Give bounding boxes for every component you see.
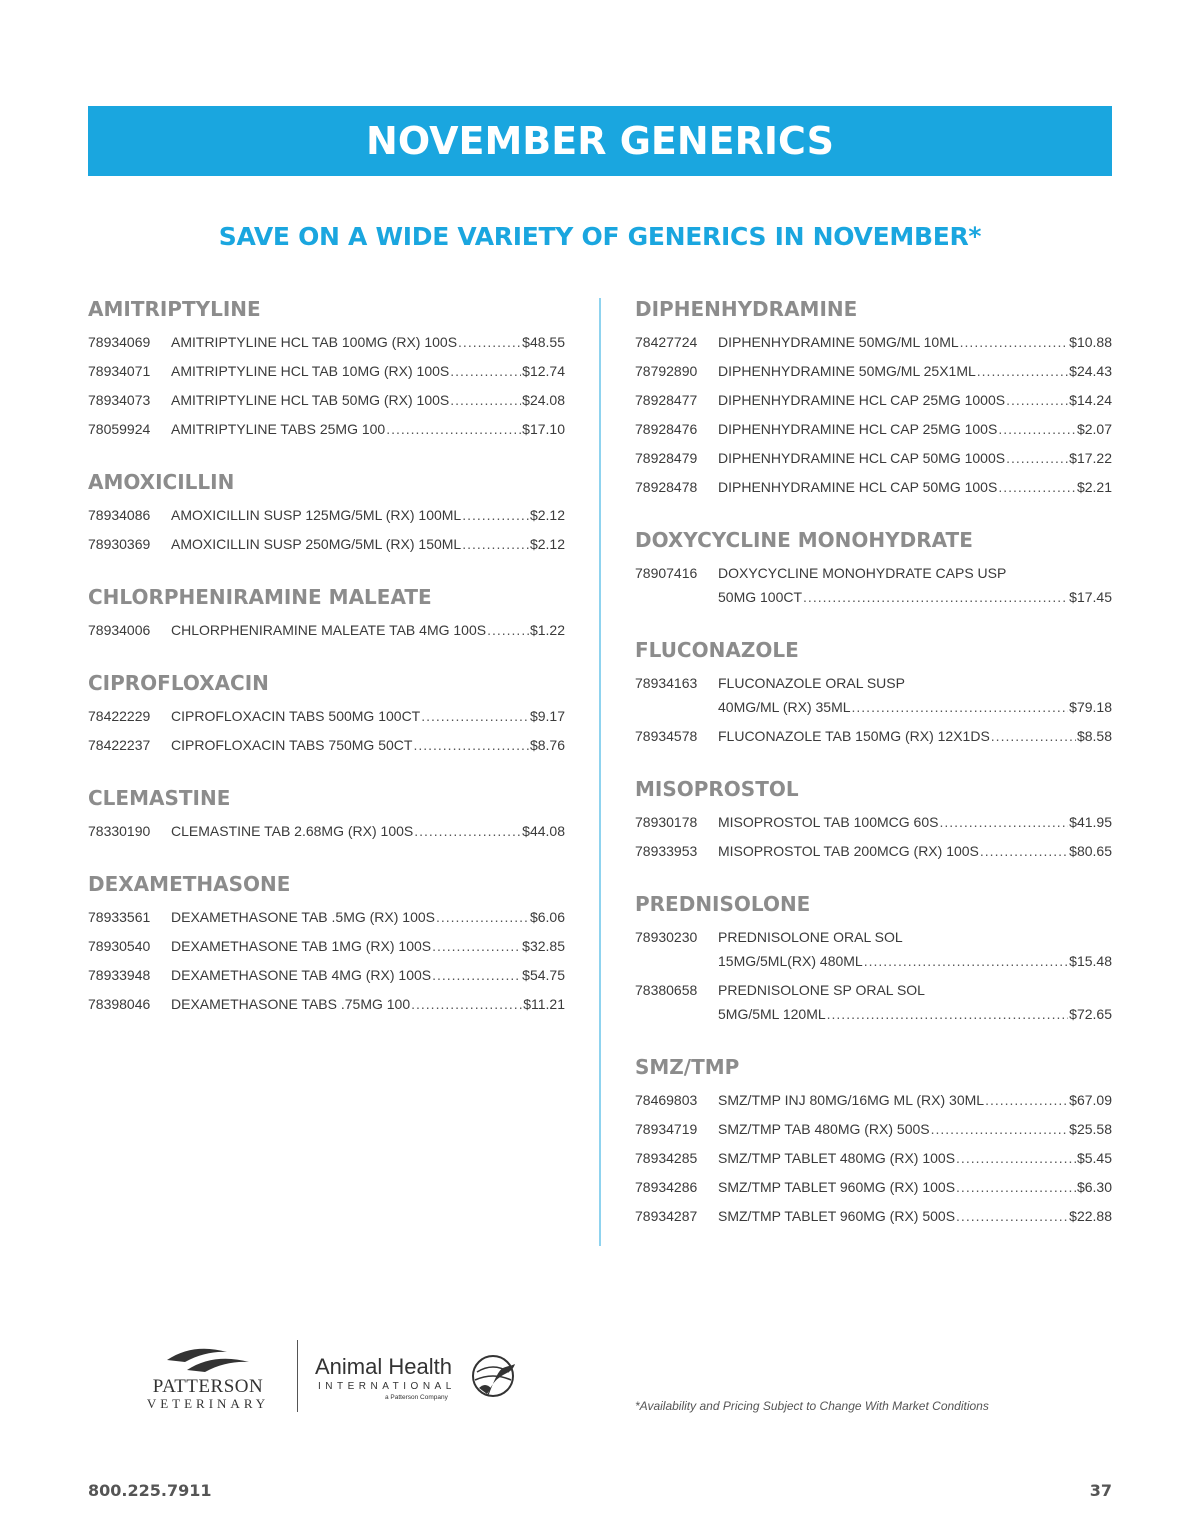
dot-leader [450, 388, 521, 412]
section-heading: AMITRIPTYLINE [88, 297, 261, 321]
product-price: $11.21 [523, 996, 565, 1012]
product-price: $22.88 [1069, 1208, 1112, 1224]
dot-leader [939, 810, 1068, 834]
product-row [635, 810, 1112, 834]
product-price: $24.43 [1069, 363, 1112, 379]
patterson-name: PATTERSON [152, 1376, 264, 1397]
dot-leader [421, 704, 529, 728]
dot-leader [852, 695, 1069, 719]
dot-leader [931, 1117, 1069, 1141]
dot-leader [998, 475, 1076, 499]
product-row [635, 1146, 1112, 1170]
product-description: SMZ/TMP INJ 80MG/16MG ML (RX) 30ML [718, 1092, 985, 1108]
product-code: 78928479 [635, 450, 698, 466]
product-row [88, 992, 565, 1016]
product-row [635, 1175, 1112, 1199]
section [635, 637, 1112, 748]
product-description: MISOPROSTOL TAB 200MCG (RX) 100S [718, 843, 979, 859]
dot-leader [960, 330, 1069, 354]
product-description: MISOPROSTOL TAB 100MCG 60S [718, 814, 939, 830]
left-column [88, 296, 565, 1044]
product-description: CIPROFLOXACIN TABS 750MG 50CT [171, 737, 413, 753]
title-banner [88, 106, 1112, 176]
section-heading: FLUCONAZOLE [635, 638, 799, 662]
product-code: 78934086 [88, 507, 151, 523]
product-code: 78928477 [635, 392, 698, 408]
product-description: CHLORPHENIRAMINE MALEATE TAB 4MG 100S [171, 622, 487, 638]
product-price: $32.85 [522, 938, 565, 954]
product-description: PREDNISOLONE ORAL SOL [718, 929, 903, 945]
product-description: FLUCONAZOLE TAB 150MG (RX) 12X1DS [718, 728, 990, 744]
product-code: 78934163 [635, 675, 698, 691]
product-price: $9.17 [529, 708, 565, 724]
product-description: FLUCONAZOLE ORAL SUSP [718, 675, 905, 691]
dot-leader [414, 819, 521, 843]
product-code: 78792890 [635, 363, 698, 379]
product-row [635, 1204, 1112, 1228]
dot-leader [998, 417, 1076, 441]
product-code: 78934285 [635, 1150, 698, 1166]
phone-number: 800.225.7911 [88, 1481, 212, 1500]
product-description: DEXAMETHASONE TABS .75MG 100 [171, 996, 411, 1012]
product-row [88, 905, 565, 929]
product-code: 78934286 [635, 1179, 698, 1195]
patterson-swoosh-icon [165, 1346, 251, 1376]
dot-leader [977, 359, 1068, 383]
animal-health-logo [315, 1354, 525, 1414]
dot-leader [386, 417, 521, 441]
product-row [88, 417, 565, 441]
product-row [635, 330, 1112, 354]
product-row [635, 839, 1112, 863]
product-price: $1.22 [529, 622, 565, 638]
product-description: DIPHENHYDRAMINE 50MG/ML 10ML [718, 334, 959, 350]
patterson-logo [135, 1346, 281, 1412]
product-description: DOXYCYCLINE MONOHYDRATE CAPS USP [718, 565, 1007, 581]
product-code: 78934578 [635, 728, 698, 744]
footnote: *Availability and Pricing Subject to Change With Market Conditions [635, 1399, 989, 1413]
section-heading: CHLORPHENIRAMINE MALEATE [88, 585, 432, 609]
section-heading: AMOXICILLIN [88, 470, 235, 494]
patterson-sub: VETERINARY [146, 1396, 270, 1411]
product-description: DIPHENHYDRAMINE HCL CAP 50MG 1000S [718, 450, 1006, 466]
dot-leader [1006, 388, 1068, 412]
product-code: 78330190 [88, 823, 151, 839]
product-row [635, 561, 1112, 609]
page-title: NOVEMBER GENERICS [366, 119, 834, 163]
product-description: AMOXICILLIN SUSP 125MG/5ML (RX) 100ML [171, 507, 462, 523]
product-price: $25.58 [1069, 1121, 1112, 1137]
dot-leader [462, 532, 529, 556]
product-code: 78933561 [88, 909, 151, 925]
product-price: $67.09 [1069, 1092, 1112, 1108]
dot-leader [411, 992, 522, 1016]
product-price: $2.12 [529, 536, 565, 552]
product-code: 78934287 [635, 1208, 698, 1224]
product-row [88, 934, 565, 958]
product-price: $17.22 [1069, 450, 1112, 466]
product-price: $10.88 [1069, 334, 1112, 350]
section [635, 296, 1112, 499]
section-heading: MISOPROSTOL [635, 777, 799, 801]
product-price: $6.06 [529, 909, 565, 925]
section-heading: DOXYCYCLINE MONOHYDRATE [635, 528, 973, 552]
product-row [635, 1088, 1112, 1112]
product-description: PREDNISOLONE SP ORAL SOL [718, 982, 925, 998]
product-code: 78930369 [88, 536, 151, 552]
product-code: 78934071 [88, 363, 151, 379]
section [635, 1054, 1112, 1228]
product-price: $24.08 [522, 392, 565, 408]
product-price: $2.12 [529, 507, 565, 523]
dot-leader [436, 905, 529, 929]
dot-leader [462, 503, 529, 527]
product-price: $79.18 [1069, 699, 1112, 715]
product-code: 78928476 [635, 421, 698, 437]
section [635, 891, 1112, 1026]
section [635, 776, 1112, 863]
product-code: 78933948 [88, 967, 151, 983]
dot-leader [487, 618, 529, 642]
dot-leader [991, 724, 1076, 748]
product-row [88, 704, 565, 728]
dot-leader [413, 733, 529, 757]
product-price: $17.10 [522, 421, 565, 437]
dot-leader [432, 934, 521, 958]
product-price: $8.58 [1076, 728, 1112, 744]
section [88, 584, 565, 642]
product-description: DEXAMETHASONE TAB 1MG (RX) 100S [171, 938, 432, 954]
product-code: 78934069 [88, 334, 151, 350]
product-description: DIPHENHYDRAMINE HCL CAP 25MG 1000S [718, 392, 1006, 408]
product-price: $15.48 [1069, 953, 1112, 969]
product-description: CIPROFLOXACIN TABS 500MG 100CT [171, 708, 421, 724]
section [635, 527, 1112, 609]
product-price: $12.74 [522, 363, 565, 379]
dot-leader [956, 1204, 1068, 1228]
section [88, 871, 565, 1016]
product-row [88, 388, 565, 412]
dot-leader [956, 1146, 1076, 1170]
dot-leader [864, 949, 1068, 973]
product-row [635, 978, 1112, 1026]
product-code: 78422229 [88, 708, 151, 724]
section-heading: CIPROFLOXACIN [88, 671, 269, 695]
product-row [88, 330, 565, 354]
product-description: DIPHENHYDRAMINE HCL CAP 25MG 100S [718, 421, 998, 437]
dot-leader [432, 963, 521, 987]
product-price: $72.65 [1069, 1006, 1112, 1022]
product-price: $5.45 [1076, 1150, 1112, 1166]
product-price: $14.24 [1069, 392, 1112, 408]
product-price: $44.08 [522, 823, 565, 839]
product-description: AMITRIPTYLINE HCL TAB 50MG (RX) 100S [171, 392, 450, 408]
product-row [88, 819, 565, 843]
product-code: 78907416 [635, 565, 698, 581]
page-number: 37 [1089, 1481, 1112, 1500]
product-row [88, 733, 565, 757]
section-heading: DEXAMETHASONE [88, 872, 291, 896]
column-divider [599, 298, 601, 1246]
product-code: 78933953 [635, 843, 698, 859]
dot-leader [803, 585, 1068, 609]
product-row [635, 417, 1112, 441]
product-description: AMITRIPTYLINE HCL TAB 100MG (RX) 100S [171, 334, 458, 350]
product-price: $17.45 [1069, 589, 1112, 605]
product-code: 78934719 [635, 1121, 698, 1137]
product-price: $2.07 [1076, 421, 1112, 437]
product-row [635, 475, 1112, 499]
product-price: $80.65 [1069, 843, 1112, 859]
product-code: 78422237 [88, 737, 151, 753]
product-description: SMZ/TMP TABLET 960MG (RX) 500S [718, 1208, 956, 1224]
section [88, 785, 565, 843]
section-heading: DIPHENHYDRAMINE [635, 297, 858, 321]
dot-leader [956, 1175, 1076, 1199]
product-price: $41.95 [1069, 814, 1112, 830]
product-row [635, 446, 1112, 470]
section [88, 296, 565, 441]
product-description: DEXAMETHASONE TAB .5MG (RX) 100S [171, 909, 435, 925]
product-code: 78930230 [635, 929, 698, 945]
product-row [88, 359, 565, 383]
dot-leader [985, 1088, 1068, 1112]
product-description: DIPHENHYDRAMINE 50MG/ML 25X1ML [718, 363, 976, 379]
product-code: 78427724 [635, 334, 698, 350]
dot-leader [980, 839, 1068, 863]
logos [135, 1340, 535, 1415]
product-description: AMITRIPTYLINE TABS 25MG 100 [171, 421, 386, 437]
product-description: 40MG/ML (RX) 35ML [718, 699, 851, 715]
product-price: $2.21 [1076, 479, 1112, 495]
product-description: CLEMASTINE TAB 2.68MG (RX) 100S [171, 823, 414, 839]
product-row [635, 925, 1112, 973]
logo-divider [297, 1340, 298, 1412]
product-code: 78398046 [88, 996, 151, 1012]
dot-leader [458, 330, 521, 354]
section-heading: PREDNISOLONE [635, 892, 811, 916]
section-heading: CLEMASTINE [88, 786, 231, 810]
product-description: DIPHENHYDRAMINE HCL CAP 50MG 100S [718, 479, 998, 495]
product-code: 78928478 [635, 479, 698, 495]
product-description: SMZ/TMP TAB 480MG (RX) 500S [718, 1121, 930, 1137]
product-row [635, 359, 1112, 383]
dot-leader [450, 359, 521, 383]
product-row [635, 388, 1112, 412]
section [88, 670, 565, 757]
product-code: 78380658 [635, 982, 698, 998]
product-code: 78934006 [88, 622, 151, 638]
globe-horse-icon [469, 1348, 521, 1400]
product-description: SMZ/TMP TABLET 480MG (RX) 100S [718, 1150, 956, 1166]
product-description: 5MG/5ML 120ML [718, 1006, 826, 1022]
product-price: $8.76 [529, 737, 565, 753]
page-subtitle: SAVE ON A WIDE VARIETY OF GENERICS IN NOVEMBER* [218, 222, 982, 251]
product-description: AMITRIPTYLINE HCL TAB 10MG (RX) 100S [171, 363, 450, 379]
product-row [635, 1117, 1112, 1141]
product-row [88, 532, 565, 556]
product-code: 78469803 [635, 1092, 698, 1108]
product-row [635, 724, 1112, 748]
ahi-intl: INTERNATIONAL [318, 1381, 456, 1392]
product-price: $48.55 [522, 334, 565, 350]
ahi-company: a Patterson Company [385, 1394, 448, 1401]
product-description: 15MG/5ML(RX) 480ML [718, 953, 863, 969]
product-code: 78930540 [88, 938, 151, 954]
dot-leader [1006, 446, 1068, 470]
right-column [635, 296, 1112, 1256]
product-row [88, 618, 565, 642]
product-code: 78934073 [88, 392, 151, 408]
product-code: 78059924 [88, 421, 151, 437]
product-row [88, 503, 565, 527]
section-heading: SMZ/TMP [635, 1055, 740, 1079]
product-description: SMZ/TMP TABLET 960MG (RX) 100S [718, 1179, 956, 1195]
dot-leader [827, 1002, 1069, 1026]
product-row [88, 963, 565, 987]
ahi-name: Animal Health [315, 1354, 452, 1379]
product-description: 50MG 100CT [718, 589, 803, 605]
product-row [635, 671, 1112, 719]
product-price: $6.30 [1076, 1179, 1112, 1195]
product-price: $54.75 [522, 967, 565, 983]
product-code: 78930178 [635, 814, 698, 830]
product-description: DEXAMETHASONE TAB 4MG (RX) 100S [171, 967, 432, 983]
section [88, 469, 565, 556]
product-description: AMOXICILLIN SUSP 250MG/5ML (RX) 150ML [171, 536, 462, 552]
